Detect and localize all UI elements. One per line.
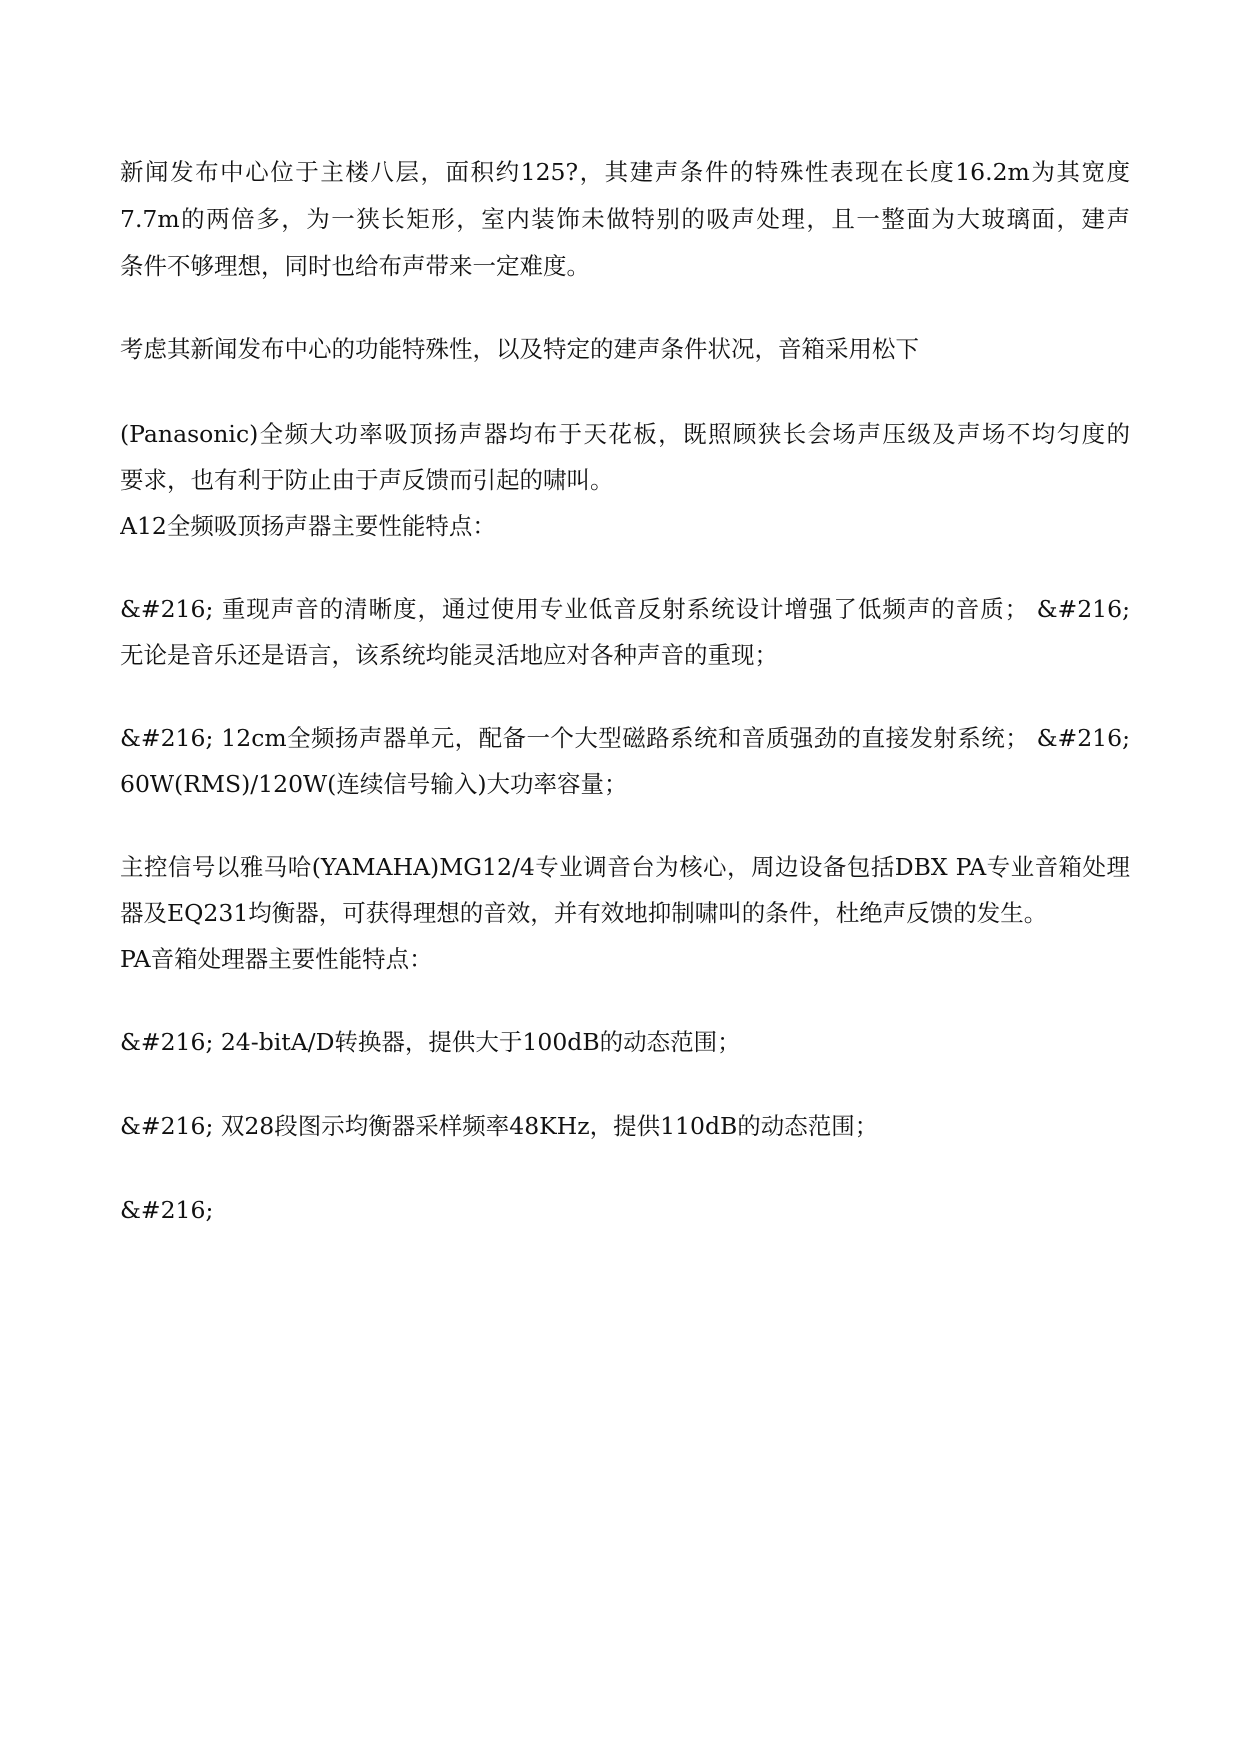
paragraph-6-line-1: 主控信号以雅马哈(YAMAHA)MG12/4专业调音台为核心，周边设备包括DBX PA专业音箱处理 (120, 853, 1130, 881)
paragraph-1-line-3: 条件不够理想，同时也给布声带来一定难度。 (120, 252, 590, 280)
paragraph-3-line-1: (Panasonic)全频大功率吸顶扬声器均布于天花板，既照顾狭长会场声压级及声场不均匀度的 (120, 420, 1130, 448)
paragraph-4-line-2: 无论是音乐还是语言，该系统均能灵活地应对各种声音的重现； (120, 641, 778, 669)
paragraph-6-line-2: 器及EQ231均衡器，可获得理想的音效，并有效地抑制啸叫的条件，杜绝声反馈的发生。 (120, 899, 1048, 927)
paragraph-5-line-2: 60W(RMS)/120W(连续信号输入)大功率容量； (120, 770, 628, 798)
paragraph-4-line-1: &#216; 重现声音的清晰度，通过使用专业低音反射系统设计增强了低频声的音质； &#216; (120, 595, 1130, 623)
paragraph-5-line-1: &#216; 12cm全频扬声器单元，配备一个大型磁路系统和音质强劲的直接发射系统； &#216; (120, 724, 1130, 752)
paragraph-2-line-1: 考虑其新闻发布中心的功能特殊性，以及特定的建声条件状况，音箱采用松下 (120, 335, 919, 363)
paragraph-3-line-3: A12全频吸顶扬声器主要性能特点： (120, 512, 496, 540)
paragraph-9-line-1: &#216; (120, 1196, 214, 1224)
paragraph-1-line-2: 7.7m的两倍多，为一狭长矩形，室内装饰未做特别的吸声处理，且一整面为大玻璃面，建声 (120, 205, 1130, 233)
paragraph-3-line-2: 要求，也有利于防止由于声反馈而引起的啸叫。 (120, 466, 614, 494)
paragraph-7-line-1: &#216; 24-bitA/D转换器，提供大于100dB的动态范围； (120, 1028, 741, 1056)
paragraph-1-line-1: 新闻发布中心位于主楼八层，面积约125?，其建声条件的特殊性表现在长度16.2m为其宽度 (120, 158, 1130, 186)
paragraph-8-line-1: &#216; 双28段图示均衡器采样频率48KHz，提供110dB的动态范围； (120, 1112, 879, 1140)
paragraph-6-line-3: PA音箱处理器主要性能特点： (120, 945, 433, 973)
